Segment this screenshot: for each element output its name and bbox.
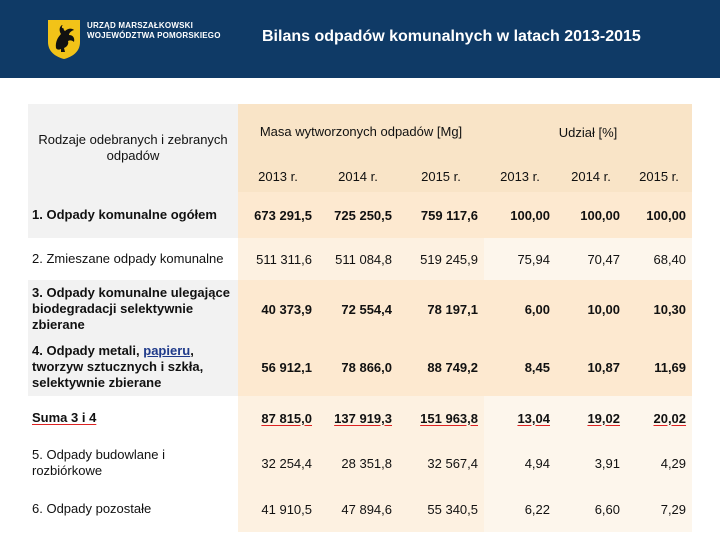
header-share: Udział [%]: [484, 104, 692, 160]
share-2013: 8,45: [484, 338, 556, 396]
share-2013: 75,94: [484, 238, 556, 280]
row-label: 5. Odpady budowlane i rozbiórkowe: [28, 440, 238, 486]
header-bar: [0, 0, 720, 78]
row-label: 3. Odpady komunalne ulegające biodegradacji selektywnie zbierane: [28, 280, 238, 338]
mass-2013: 56 912,1: [238, 338, 318, 396]
mass-2013: 32 254,4: [238, 440, 318, 486]
mass-2015: 78 197,1: [398, 280, 484, 338]
share-2014: 10,00: [556, 280, 626, 338]
mass-2014: 47 894,6: [318, 486, 398, 532]
share-2014: 3,91: [556, 440, 626, 486]
table-row-sum: [28, 396, 692, 440]
mass-2015: 759 117,6: [398, 192, 484, 238]
share-2015: 100,00: [626, 192, 692, 238]
table-header-row-1: [28, 104, 692, 160]
share-2014: 10,87: [556, 338, 626, 396]
mass-2014: 72 554,4: [318, 280, 398, 338]
header-mass-year: 2015 r.: [398, 160, 484, 192]
waste-balance-table: [28, 104, 692, 532]
share-2014: 70,47: [556, 238, 626, 280]
organization-name: [87, 21, 221, 41]
mass-2015: 32 567,4: [398, 440, 484, 486]
papieru-link[interactable]: papieru: [143, 343, 191, 358]
row-label: 1. Odpady komunalne ogółem: [28, 192, 238, 238]
mass-2015: 519 245,9: [398, 238, 484, 280]
share-2013: 100,00: [484, 192, 556, 238]
share-2014: 100,00: [556, 192, 626, 238]
row-label-prefix: 4. Odpady metali,: [32, 343, 144, 358]
waste-balance-table-container: [28, 104, 692, 532]
share-2015: 4,29: [626, 440, 692, 486]
share-2015: 10,30: [626, 280, 692, 338]
table-row: [28, 238, 692, 280]
share-2015: 68,40: [626, 238, 692, 280]
mass-2013: 41 910,5: [238, 486, 318, 532]
page-title: Bilans odpadów komunalnych w latach 2013-2015: [262, 28, 641, 45]
mass-2013: 40 373,9: [238, 280, 318, 338]
header-mass-year: 2014 r.: [318, 160, 398, 192]
mass-2014: 511 084,8: [318, 238, 398, 280]
header-mass: Masa wytworzonych odpadów [Mg]: [238, 104, 484, 160]
header-mass-year: 2013 r.: [238, 160, 318, 192]
mass-2014: 137 919,3: [318, 396, 398, 440]
row-label: 6. Odpady pozostałe: [28, 486, 238, 532]
share-2015: 20,02: [626, 396, 692, 440]
row-label: Suma 3 i 4: [28, 396, 238, 440]
share-2013: 13,04: [484, 396, 556, 440]
mass-2013: 673 291,5: [238, 192, 318, 238]
mass-2015: 55 340,5: [398, 486, 484, 532]
table-row: [28, 486, 692, 532]
row-label-suffix: , tworzyw sztucznych i szkła, selektywnie zbierane: [32, 343, 204, 390]
share-2015: 11,69: [626, 338, 692, 396]
org-line-1: URZĄD MARSZAŁKOWSKI: [87, 21, 194, 30]
table-row: [28, 280, 692, 338]
header-share-year: 2013 r.: [484, 160, 556, 192]
table-row: [28, 440, 692, 486]
pomorskie-griffin-logo-icon: [46, 18, 82, 60]
table-row: [28, 192, 692, 238]
mass-2015: 88 749,2: [398, 338, 484, 396]
share-2014: 6,60: [556, 486, 626, 532]
header-share-year: 2015 r.: [626, 160, 692, 192]
org-line-2: WOJEWÓDZTWA POMORSKIEGO: [87, 31, 221, 40]
mass-2014: 28 351,8: [318, 440, 398, 486]
row-label: 2. Zmieszane odpady komunalne: [28, 238, 238, 280]
mass-2014: 725 250,5: [318, 192, 398, 238]
mass-2013: 511 311,6: [238, 238, 318, 280]
mass-2015: 151 963,8: [398, 396, 484, 440]
share-2013: 6,22: [484, 486, 556, 532]
mass-2014: 78 866,0: [318, 338, 398, 396]
row-label: [28, 338, 238, 396]
share-2014: 19,02: [556, 396, 626, 440]
table-row: [28, 338, 692, 396]
share-2013: 4,94: [484, 440, 556, 486]
share-2013: 6,00: [484, 280, 556, 338]
mass-2013: 87 815,0: [238, 396, 318, 440]
share-2015: 7,29: [626, 486, 692, 532]
header-share-year: 2014 r.: [556, 160, 626, 192]
header-waste-types: Rodzaje odebranych i zebranych odpadów: [28, 104, 238, 192]
